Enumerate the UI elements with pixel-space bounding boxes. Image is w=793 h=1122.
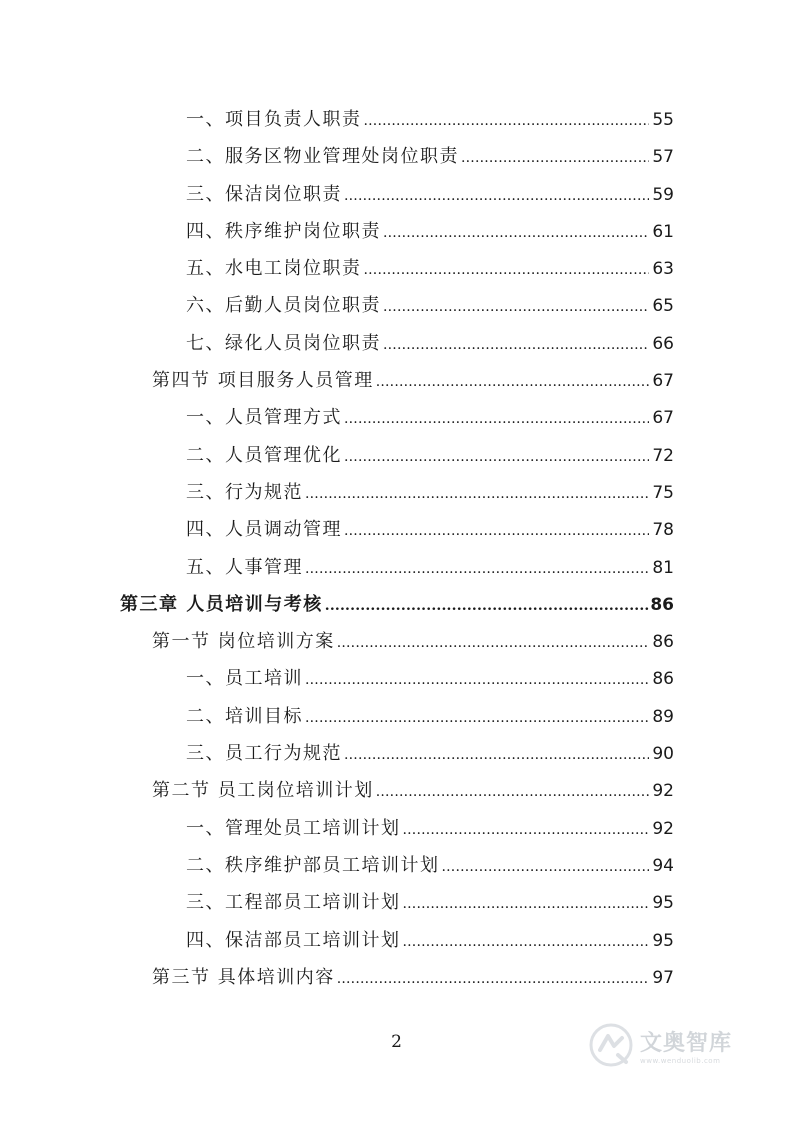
- toc-entry-title: 四、人员调动管理: [186, 519, 342, 541]
- toc-entry-page: 89: [652, 706, 674, 727]
- toc-leader-dots: [305, 700, 649, 737]
- toc-entry-page: 95: [652, 893, 674, 914]
- toc-entry-page: 61: [652, 221, 674, 242]
- toc-entry-title: 一、管理处员工培训计划: [186, 817, 401, 839]
- toc-entry-item[interactable]: [0, 922, 793, 959]
- toc-entry-title: 一、人员管理方式: [186, 407, 342, 429]
- toc-leader-dots: [344, 737, 649, 774]
- toc-entry-page: 97: [652, 967, 674, 988]
- toc-leader-dots: [383, 289, 649, 326]
- toc-entry-title: 二、培训目标: [186, 705, 303, 727]
- toc-leader-dots: [403, 924, 650, 961]
- toc-entry-item[interactable]: [0, 511, 793, 548]
- toc-leader-dots: [364, 103, 650, 140]
- toc-entry-section[interactable]: [0, 362, 793, 399]
- toc-entry-title: 三、行为规范: [186, 481, 303, 503]
- toc-entry-title: 三、保洁岗位职责: [186, 183, 342, 205]
- toc-entry-page: 86: [652, 669, 674, 690]
- toc-entry-title: 第二节 员工岗位培训计划: [152, 780, 374, 802]
- toc-entry-title: 二、秩序维护部员工培训计划: [186, 854, 440, 876]
- toc-entry-item[interactable]: [0, 138, 793, 175]
- toc-leader-dots: [337, 961, 649, 998]
- toc-entry-item[interactable]: [0, 698, 793, 735]
- toc-leader-dots: [337, 625, 649, 662]
- watermark-title: 文奥智库: [640, 1030, 733, 1056]
- toc-entry-page: 78: [652, 520, 674, 541]
- toc-entry-title: 七、绿化人员岗位职责: [186, 332, 381, 354]
- toc-entry-page: 63: [652, 259, 674, 280]
- toc-entry-title: 第四节 项目服务人员管理: [152, 370, 374, 392]
- toc-entry-page: 92: [652, 818, 674, 839]
- toc-entry-page: 86: [652, 632, 674, 653]
- toc-entry-page: 81: [652, 557, 674, 578]
- toc-entry-section[interactable]: [0, 623, 793, 660]
- page-number: 2: [391, 1032, 402, 1052]
- toc-entry-page: 57: [652, 147, 674, 168]
- toc-entry-item[interactable]: [0, 287, 793, 324]
- toc-entry-item[interactable]: [0, 176, 793, 213]
- toc-entry-title: 第一节 岗位培训方案: [152, 631, 335, 653]
- toc-leader-dots: [344, 401, 649, 438]
- toc-entry-item[interactable]: [0, 399, 793, 436]
- toc-entry-page: 95: [652, 930, 674, 951]
- toc-entry-section[interactable]: [0, 959, 793, 996]
- toc-entry-page: 55: [652, 110, 674, 130]
- toc-entry-title: 三、员工行为规范: [186, 743, 342, 765]
- toc-entry-item[interactable]: [0, 735, 793, 772]
- toc-entry-item[interactable]: [0, 437, 793, 474]
- toc-leader-dots: [344, 439, 649, 476]
- toc-entry-chapter[interactable]: [0, 586, 793, 623]
- toc-leader-dots: [305, 551, 649, 588]
- toc-entry-title: 五、水电工岗位职责: [186, 258, 362, 280]
- toc-leader-dots: [376, 364, 649, 401]
- toc-leader-dots: [461, 140, 649, 177]
- toc-leader-dots: [305, 476, 649, 513]
- toc-entry-page: 65: [652, 296, 674, 317]
- toc-leader-dots: [325, 588, 649, 625]
- toc-leader-dots: [383, 327, 649, 364]
- watermark-logo-icon: [588, 1022, 634, 1068]
- toc-entry-title: 四、秩序维护岗位职责: [186, 220, 381, 242]
- toc-entry-page: 75: [652, 482, 674, 503]
- toc-leader-dots: [442, 849, 650, 886]
- toc-entry-page: 90: [652, 744, 674, 765]
- toc-leader-dots: [403, 886, 650, 923]
- toc-leader-dots: [383, 215, 649, 252]
- toc-entry-title: 四、保洁部员工培训计划: [186, 929, 401, 951]
- toc-entry-title: 六、后勤人员岗位职责: [186, 295, 381, 317]
- toc-entry-item[interactable]: [0, 101, 793, 138]
- toc-entry-title: 五、人事管理: [186, 556, 303, 578]
- toc-entry-title: 一、员工培训: [186, 668, 303, 690]
- toc-entry-page: 67: [652, 408, 674, 429]
- toc-leader-dots: [376, 774, 649, 811]
- toc-entry-item[interactable]: [0, 884, 793, 921]
- toc-entry-page: 67: [652, 371, 674, 392]
- toc-entry-item[interactable]: [0, 325, 793, 362]
- toc-leader-dots: [364, 252, 650, 289]
- toc-leader-dots: [403, 812, 650, 849]
- watermark-url: www.wenduolib.com: [640, 1056, 721, 1065]
- toc-entry-page: 92: [652, 781, 674, 802]
- toc-entry-page: 86: [650, 594, 674, 615]
- toc-entry-page: 94: [652, 855, 674, 876]
- toc-entry-section[interactable]: [0, 772, 793, 809]
- watermark: [588, 1015, 763, 1075]
- toc-entry-item[interactable]: [0, 810, 793, 847]
- toc-entry-item[interactable]: [0, 847, 793, 884]
- toc-entry-title: 二、人员管理优化: [186, 444, 342, 466]
- toc-entry-item[interactable]: [0, 474, 793, 511]
- toc-entry-page: 72: [652, 445, 674, 466]
- toc-leader-dots: [344, 513, 649, 550]
- toc-entry-title: 第三章 人员培训与考核: [120, 593, 323, 615]
- toc-leader-dots: [305, 662, 649, 699]
- toc-entry-item[interactable]: [0, 549, 793, 586]
- toc-entry-page: 66: [652, 333, 674, 354]
- toc-entry-item[interactable]: [0, 213, 793, 250]
- toc-entry-item[interactable]: [0, 660, 793, 697]
- toc-leader-dots: [344, 178, 649, 215]
- toc-entry-title: 二、服务区物业管理处岗位职责: [186, 146, 459, 168]
- toc-entry-page: 59: [652, 184, 674, 205]
- toc-entry-title: 一、项目负责人职责: [186, 109, 362, 130]
- toc-entry-item[interactable]: [0, 250, 793, 287]
- toc-entry-title: 三、工程部员工培训计划: [186, 892, 401, 914]
- toc-entry-title: 第三节 具体培训内容: [152, 966, 335, 988]
- table-of-contents: [0, 101, 793, 996]
